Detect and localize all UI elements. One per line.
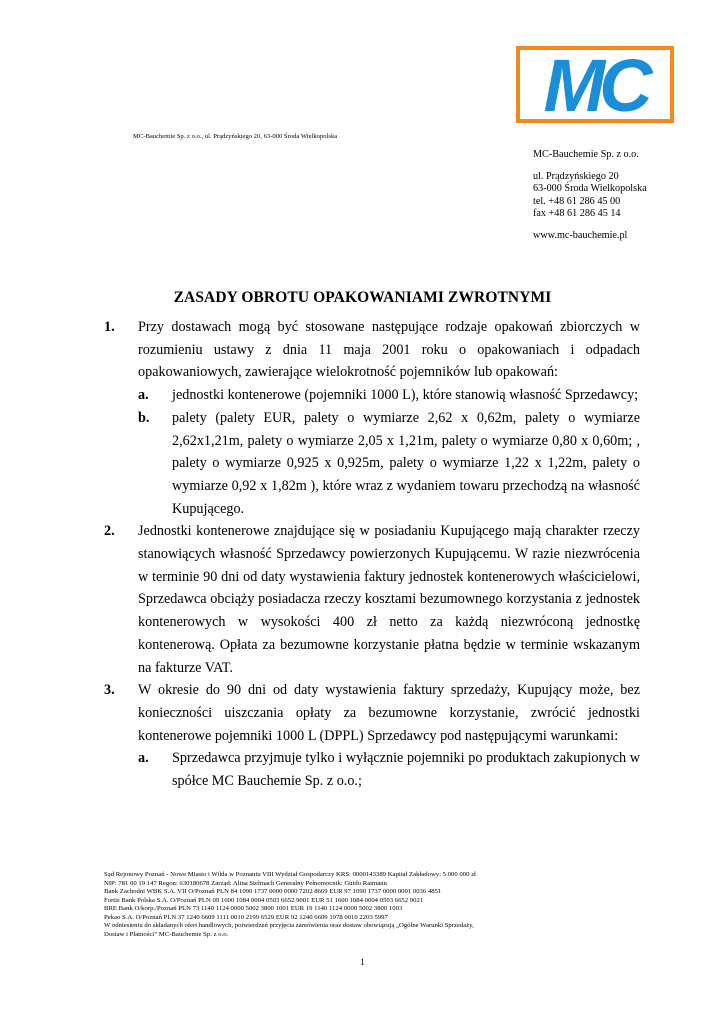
subsection-text: Sprzedawca przyjmuje tylko i wyłącznie pojemniki po produktach zakupionych w spółce MC Bauchemie Sp. z o.o.; (172, 750, 640, 790)
subsection-text: palety (palety EUR, palety o wymiarze 2,62 x 0,62m, palety o wymiarze 2,62x1,21m, palety o wymiarze 2,05 x 1,21m, palety o wymiarze 0,80 x 0,60m; , palety o wymiarze 0,925 x 0,925m, palety o wymiarze 1,22 x 1,22m, palety o wymiarze 0,92 x 1,82m ), które wraz z wydaniem towaru przechodzą na własność Kupującego. (172, 409, 640, 517)
mc-logo-mark (520, 50, 670, 119)
section-text: Przy dostawach mogą być stosowane następujące rodzaje opakowań zbiorczych w rozumieniu ustawy z dnia 11 maja 2001 roku o opakowaniach i odpadach opakowaniowych, zawierające wielokrotność pojemników lub opakowań: (138, 319, 640, 381)
logo-text: MC (543, 50, 647, 119)
sender-line: MC-Bauchemie Sp. z o.o., ul. Prądzyńskiego 20, 63-000 Środa Wielkopolska (133, 133, 338, 140)
section-number: 3. (104, 682, 115, 699)
legal-footer (104, 871, 614, 939)
section-number: 1. (104, 319, 115, 335)
section-text: Jednostki kontenerowe znajdujące się w posiadaniu Kupującego mają charakter rzeczy stanowiących własność Sprzedawcy powierzonych Kupującemu. W razie niezwrócenia w terminie 90 dni od daty wystawienia faktury jednostek kontenerowych właścicielowi, Sprzedawca obciąży posiadacza rzeczy kosztami bezumownego korzystania z jednostek kontenerowych w wysokości 400 zł netto za każdą niezwróconą jednostkę kontenerową. Opłata za bezumowne korzystanie płatna będzie w terminie wskazanym na fakturze VAT. (138, 523, 640, 676)
footer-line: Pekao S.A. O/Poznań PLN 37 1240 6609 1111 0010 2199 6529 EUR 92 1240 6609 1978 0010 2203 5997 (104, 913, 388, 921)
company-name: MC-Bauchemie Sp. z o.o. (533, 149, 639, 160)
subsection-letter: a. (138, 750, 149, 767)
section-number: 2. (104, 523, 115, 540)
company-phone: tel. +48 61 286 45 00 (533, 195, 621, 207)
document-title: ZASADY OBROTU OPAKOWANIAMI ZWROTNYMI (173, 289, 552, 306)
subsection-letter: a. (138, 387, 149, 404)
company-street: ul. Prądzyńskiego 20 (533, 171, 619, 183)
footer-line: W odniesieniu do składanych ofert handlowych, potwierdzeń przyjęcia zamówienia oraz dostaw obowiązują „Ogólne Warunki Sprzedaży, (104, 922, 474, 929)
section-item (104, 679, 640, 793)
subsection-text: jednostki kontenerowe (pojemniki 1000 L), które stanowią własność Sprzedawcy; (172, 387, 639, 404)
company-address-block (533, 149, 647, 242)
page-number: 1 (360, 957, 365, 967)
section-item (104, 520, 640, 679)
company-logo (516, 46, 674, 123)
company-website[interactable]: www.mc-bauchemie.pl (533, 230, 628, 242)
subsection-letter: b. (138, 409, 150, 426)
footer-line: Sąd Rejonowy Poznań - Nowe Miasto i Wilda w Poznaniu VIII Wydział Gospodarczy KRS: 0000143389 Kapitał Zakładowy: 5 000 000 zł (104, 871, 476, 878)
subsection-item (138, 747, 640, 792)
footer-line: Bank Zachodni WBK S.A. VII O/Poznań PLN 84 1090 1737 0000 0000 7202 8669 EUR 97 1090 1737 0000 0001 0036 4851 (104, 888, 442, 895)
footer-line: BRE Bank O/korp./Poznań PLN 73 1140 1124 0000 5002 3800 1001 EUR 19 1140 1124 0000 5002 3800 1003 (104, 905, 403, 912)
subsection-item (138, 384, 640, 407)
company-city: 63-000 Środa Wielkopolska (533, 183, 647, 195)
section-item (104, 316, 640, 520)
company-fax: fax +48 61 286 45 14 (533, 207, 621, 219)
footer-line: Dostaw i Płatności” MC-Bauchemie Sp. z o.o. (104, 930, 229, 938)
document-body (104, 316, 640, 793)
footer-line: Fortis Bank Polska S.A. O/Poznań PLN 09 1600 1084 0004 0503 6652 9001 EUR 51 1600 1084 0004 0503 6652 9021 (104, 896, 424, 904)
section-text: W okresie do 90 dni od daty wystawienia faktury sprzedaży, Kupujący może, bez konieczności uiszczania opłaty za bezumowne korzystanie, zwrócić jednostki kontenerowe pojemniki 1000 L (DPPL) Sprzedawcy pod następującymi warunkami: (138, 682, 640, 744)
footer-line: NIP: 781 00 19 147 Regon: 630180678 Zarząd: Alina Stelmach Generalny Pełnomocnik: Guido Raimann (104, 879, 387, 887)
subsection-item (138, 407, 640, 521)
